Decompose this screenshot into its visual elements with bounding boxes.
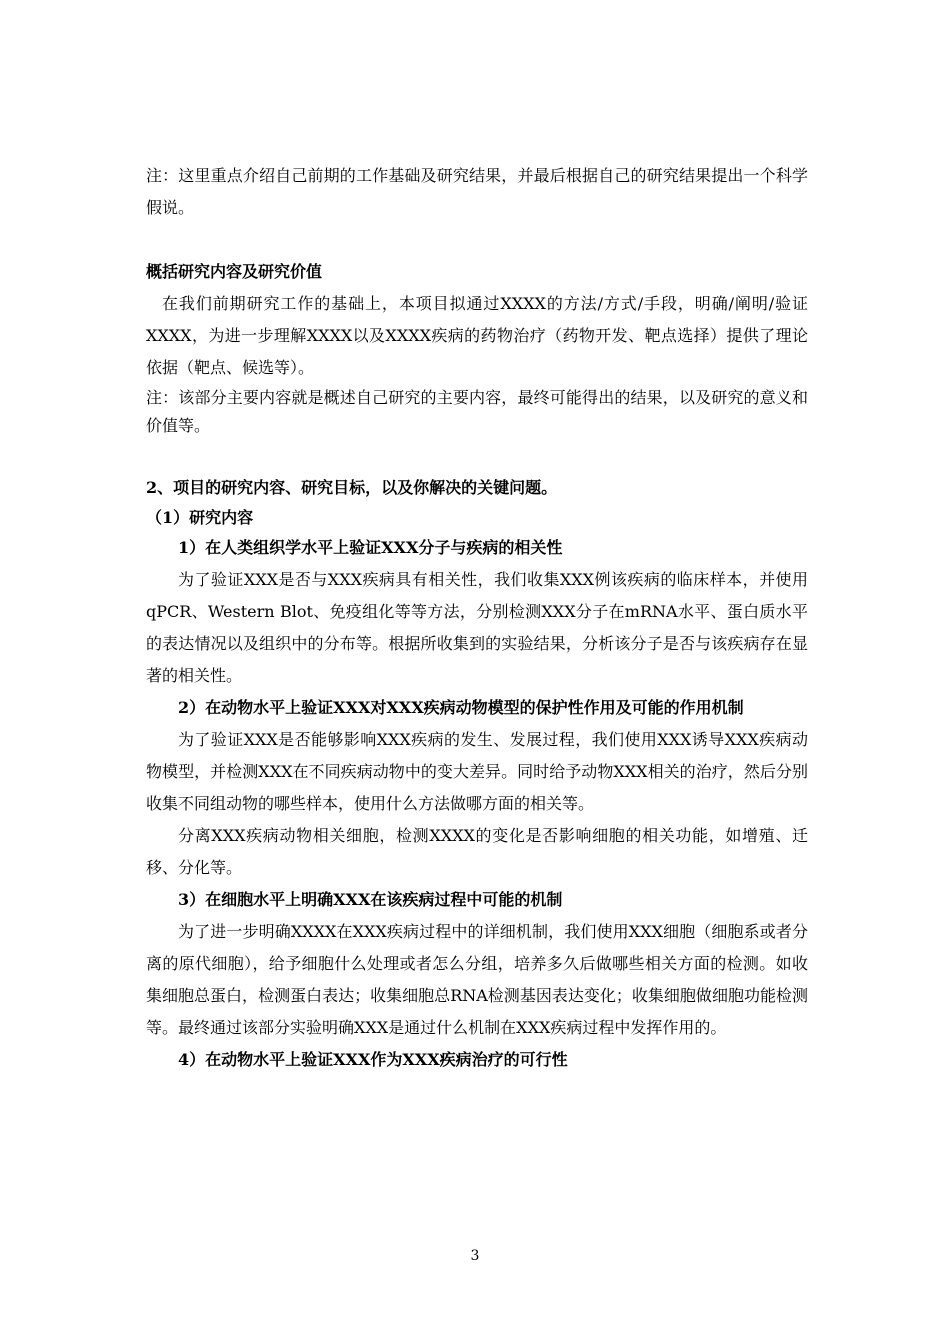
summary-heading: 概括研究内容及研究价值	[146, 262, 323, 281]
item-2-paragraph-2: 分离XXX疾病动物相关细胞，检测XXXX的变化是否影响细胞的相关功能，如增殖、迁移、分化等。	[146, 826, 808, 877]
note-paragraph-1: 注：这里重点介绍自己前期的工作基础及研究结果，并最后根据自己的研究结果提出一个科学假说。	[146, 166, 808, 217]
research-content-heading: （1）研究内容	[146, 508, 254, 527]
section-2-heading: 2、项目的研究内容、研究目标，以及你解决的关键问题。	[146, 478, 558, 497]
item-3-paragraph-1: 为了进一步明确XXXX在XXX疾病过程中的详细机制，我们使用XXX细胞（细胞系或者分离的原代细胞），给予细胞什么处理或者怎么分组，培养多久后做哪些相关方面的检测。如收集细胞总蛋白，检测蛋白表达；收集细胞总RNA检测基因表达变化；收集细胞做细胞功能检测等。最终通过该部分实验明确XXX是通过什么机制在XXX疾病过程中发挥作用的。	[146, 922, 808, 1037]
summary-body: 在我们前期研究工作的基础上，本项目拟通过XXXX的方法/方式/手段，明确/阐明/验证XXXX，为进一步理解XXXX以及XXXX疾病的药物治疗（药物开发、靶点选择）提供了理论依据（靶点、候选等）。	[146, 294, 808, 377]
page-content	[146, 160, 808, 1076]
summary-note: 注：该部分主要内容就是概述自己研究的主要内容，最终可能得出的结果，以及研究的意义和价值等。	[146, 388, 808, 435]
item-1-title: 1）在人类组织学水平上验证XXX分子与疾病的相关性	[178, 538, 563, 557]
item-1-paragraph-1: 为了验证XXX是否与XXX疾病具有相关性，我们收集XXX例该疾病的临床样本，并使用qPCR、Western Blot、免疫组化等等方法，分别检测XXX分子在mRNA水平、蛋白质水平的表达情况以及组织中的分布等。根据所收集到的实验结果，分析该分子是否与该疾病存在显著的相关性。	[146, 570, 808, 685]
item-4-title: 4）在动物水平上验证XXX作为XXX疾病治疗的可行性	[178, 1050, 568, 1069]
item-2-title: 2）在动物水平上验证XXX对XXX疾病动物模型的保护性作用及可能的作用机制	[178, 698, 744, 717]
page-number: 3	[470, 1248, 480, 1264]
item-3-title: 3）在细胞水平上明确XXX在该疾病过程中可能的机制	[178, 890, 563, 909]
item-2-paragraph-1: 为了验证XXX是否能够影响XXX疾病的发生、发展过程，我们使用XXX诱导XXX疾病动物模型，并检测XXX在不同疾病动物中的变大差异。同时给予动物XXX相关的治疗，然后分别收集不同组动物的哪些样本，使用什么方法做哪方面的相关等。	[146, 730, 808, 813]
